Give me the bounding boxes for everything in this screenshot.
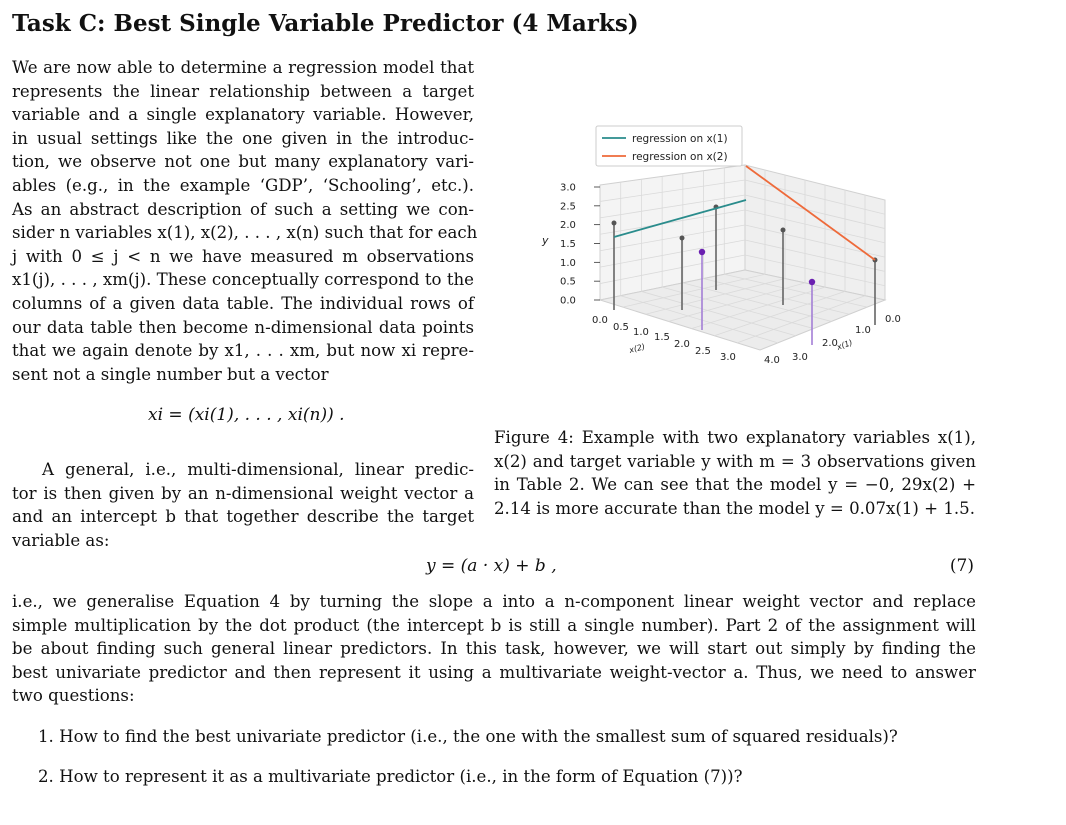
point-obs-5 — [809, 279, 815, 285]
x-tick-label: 2.0 — [674, 339, 690, 350]
list-item: 1. How to find the best univariate predictor (i.e., the one with the smallest sum of squared residuals)? — [38, 727, 898, 746]
y-tick-label: 3.0 — [792, 352, 808, 363]
paragraph-line: best univariate predictor and then represent it using a multivariate weight-vector a. Thus, we need to answer — [12, 662, 976, 682]
paragraph-line: A general, i.e., multi-dimensional, linear predic- — [42, 460, 474, 479]
x-axis-label: x(2) — [628, 342, 647, 355]
point-obs-2 — [699, 249, 705, 255]
paragraph-line: tor is then given by an n-dimensional weight vector a — [12, 483, 474, 503]
z-tick-label: 1.0 — [560, 257, 576, 269]
paragraph-line: i.e., we generalise Equation 4 by turning the slope a into a n-component linear weight vector and replace — [12, 592, 976, 611]
paragraph-line: variable as: — [12, 530, 110, 550]
list-item: 2. How to represent it as a multivariate predictor (i.e., in the form of Equation (7))? — [38, 766, 743, 786]
paragraph-line: x1(j), . . . , xm(j). These conceptually correspond to the — [12, 270, 474, 290]
paragraph-line: sider n variables x(1), x(2), . . . , x(n) such that for each — [12, 223, 478, 243]
paragraph-line: our data table then become n-dimensional data points — [12, 317, 474, 337]
y-axis-label: x(1) — [835, 337, 854, 352]
predictor-paragraph — [12, 458, 474, 552]
paragraph-line: simple multiplication by the dot product (the intercept b is still a single number). Part 2 of the assignment will — [12, 615, 976, 635]
paragraph-line: variable and a single explanatory variable. However, — [12, 105, 474, 125]
left-column-paragraph — [12, 56, 478, 386]
paragraph-line: As an abstract description of such a setting we con- — [12, 199, 474, 219]
caption-line: in Table 2. We can see that the model y = −0, 29x(2) + — [494, 475, 976, 495]
point-obs-2-reg1 — [680, 236, 685, 241]
z-tick-label: 0.0 — [560, 295, 576, 307]
z-tick-label: 3.0 — [560, 182, 576, 194]
y-tick-label: 0.0 — [885, 314, 901, 325]
paragraph-line: We are now able to determine a regression model that — [12, 58, 474, 77]
z-axis-label: y — [542, 234, 549, 247]
x-tick-label: 4.0 — [764, 355, 780, 366]
x-tick-label: 1.0 — [633, 327, 649, 338]
z-tick-label: 0.5 — [560, 276, 576, 288]
paragraph-line: tion, we observe not one but many explanatory vari- — [12, 152, 474, 172]
z-tick-label: 2.0 — [560, 220, 576, 232]
generalisation-paragraph — [12, 590, 976, 708]
legend — [596, 126, 742, 166]
y-tick-label: 1.0 — [855, 325, 871, 336]
z-tick-label: 1.5 — [560, 239, 576, 250]
figure-caption — [494, 426, 976, 520]
vector-equation: xi = (xi(1), . . . , xi(n)) . — [148, 405, 345, 425]
figure-4-3d-plot — [530, 120, 930, 380]
question-list — [38, 725, 898, 804]
paragraph-line: be about finding such general linear predictors. In this task, however, we will start out simply by finding the — [12, 639, 976, 659]
point-obs-4-reg2 — [781, 228, 786, 233]
paragraph-line: j with 0 ≤ j < n we have measured m observations — [12, 246, 474, 266]
z-tick-label: 2.5 — [560, 201, 576, 213]
caption-line: x(2) and target variable y with m = 3 observations given — [494, 451, 976, 471]
x-tick-label: 0.5 — [613, 322, 629, 333]
x-tick-label: 3.0 — [720, 352, 736, 363]
paragraph-line: and an intercept b that together describe the target — [12, 507, 474, 527]
paragraph-line: two questions: — [12, 686, 135, 706]
equation-7: y = (a · x) + b , — [426, 556, 557, 576]
legend-label-reg1: regression on x(1) — [632, 133, 728, 145]
x-tick-label: 2.5 — [695, 346, 711, 357]
caption-line: Figure 4: Example with two explanatory variables x(1), — [494, 428, 976, 447]
paragraph-line: ables (e.g., in the example ‘GDP’, ‘Schooling’, etc.). — [12, 175, 474, 195]
y-tick-label: 2.0 — [822, 338, 838, 349]
point-obs-1-reg1 — [612, 221, 617, 226]
legend-label-reg2: regression on x(2) — [632, 151, 728, 163]
paragraph-line: that we again denote by x1, . . . xm, but now xi repre- — [12, 341, 474, 361]
paragraph-line: in usual settings like the one given in the introduc- — [12, 128, 474, 148]
paragraph-line: sent not a single number but a vector — [12, 364, 329, 384]
equation-7-number: (7) — [949, 556, 974, 576]
x-tick-label: 1.5 — [654, 332, 670, 343]
caption-line: 2.14 is more accurate than the model y = 0.07x(1) + 1.5. — [494, 498, 975, 518]
paragraph-line: columns of a given data table. The individual rows of — [12, 293, 474, 313]
paragraph-line: represents the linear relationship between a target — [12, 81, 474, 101]
z-axis-ticks — [560, 183, 600, 307]
section-title: Task C: Best Single Variable Predictor (4 Marks) — [12, 10, 639, 37]
x-tick-label: 0.0 — [592, 315, 608, 326]
